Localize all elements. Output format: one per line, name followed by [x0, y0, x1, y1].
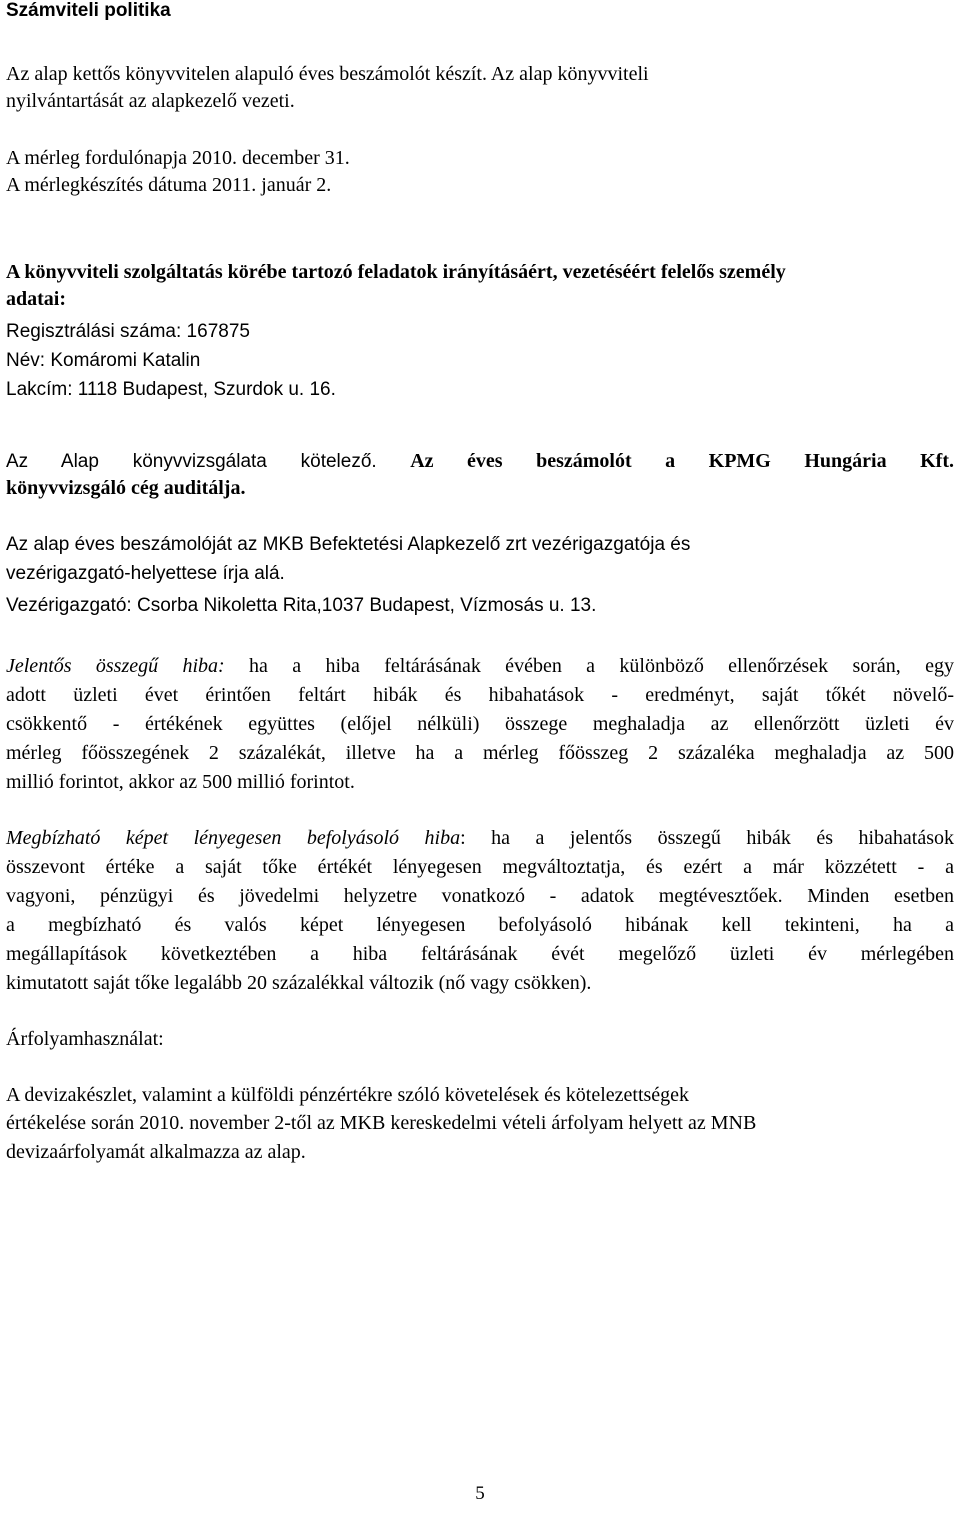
balance-date-line: A mérleg fordulónapja 2010. december 31.: [6, 147, 350, 169]
fx-line-1: A devizakészlet, valamint a külföldi pénzértékre szóló követelések és kötelezettségek: [6, 1084, 690, 1106]
signature-line-1: Az alap éves beszámolóját az MKB Befektetési Alapkezelő zrt vezérigazgatója és: [6, 534, 691, 555]
registration-number: Regisztrálási száma: 167875: [6, 321, 250, 342]
responsible-heading-2: adatai:: [6, 288, 66, 310]
material-error-term: Megbízható képet lényegesen befolyásoló hiba: [6, 827, 461, 849]
audit-line-2: könyvvizsgáló cég auditálja.: [6, 477, 246, 499]
material-error-line-1: [6, 825, 954, 851]
signature-line-2: vezérigazgató-helyettese írja alá.: [6, 563, 285, 584]
page-number: 5: [475, 1483, 485, 1504]
audit-line-1: [6, 448, 954, 475]
significant-error-line-5: millió forintot, akkor az 500 millió forintot.: [6, 771, 355, 793]
significant-error-line-4: mérleg főösszegének 2 százalékát, illetve ha a mérleg főösszeg 2 százaléka meghaladja az 500: [6, 742, 954, 764]
audit-mandatory-text: Az Alap könyvvizsgálata kötelező.: [6, 451, 377, 472]
ceo-line: Vezérigazgató: Csorba Nikoletta Rita,1037 Budapest, Vízmosás u. 13.: [6, 595, 597, 616]
auditor-text: Az éves beszámolót a KPMG Hungária Kft.: [410, 450, 954, 472]
responsible-name: Név: Komáromi Katalin: [6, 350, 201, 371]
responsible-address: Lakcím: 1118 Budapest, Szurdok u. 16.: [6, 379, 336, 400]
material-error-line-5: megállapítások következtében a hiba feltárásának évét megelőző üzleti év mérlegében: [6, 943, 954, 965]
material-error-text-1: : ha a jelentős összegű hibák és hibahatások: [460, 827, 955, 849]
significant-error-line-1: [6, 653, 954, 679]
intro-line-2: nyilvántartását az alapkezelő vezeti.: [6, 90, 295, 112]
section-title: Számviteli politika: [6, 0, 171, 21]
significant-error-text-1: ha a hiba feltárásának évében a különböző ellenőrzések során, egy: [224, 655, 954, 677]
material-error-line-3: vagyoni, pénzügyi és jövedelmi helyzetre vonatkozó - adatok megtévesztőek. Minden esetben: [6, 885, 954, 907]
preparation-date-line: A mérlegkészítés dátuma 2011. január 2.: [6, 174, 332, 196]
significant-error-line-3: csökkentő - értékének együttes (előjel nélküli) összege meghaladja az ellenőrzött üzleti év: [6, 713, 954, 735]
fx-heading: Árfolyamhasználat:: [6, 1028, 164, 1050]
significant-error-line-2: adott üzleti évet érintően feltárt hibák és hibahatások - eredményt, saját tőkét növelő-: [6, 684, 954, 706]
material-error-line-2: összevont értéke a saját tőke értékét lényegesen megváltoztatja, és ezért a már közzétett - a: [6, 856, 954, 878]
fx-line-2: értékelése során 2010. november 2-től az MKB kereskedelmi vételi árfolyam helyett az MNB: [6, 1112, 757, 1134]
responsible-heading-1: A könyvviteli szolgáltatás körébe tartozó feladatok irányításáért, vezetéséért felelős személy: [6, 261, 786, 283]
fx-line-3: devizaárfolyamát alkalmazza az alap.: [6, 1141, 306, 1163]
material-error-line-4: a megbízható és valós képet lényegesen befolyásoló hibának kell tekinteni, ha a: [6, 914, 954, 936]
significant-error-term: Jelentős összegű hiba:: [6, 655, 225, 677]
material-error-line-6: kimutatott saját tőke legalább 20 százalékkal változik (nő vagy csökken).: [6, 972, 592, 994]
intro-line-1: Az alap kettős könyvvitelen alapuló éves beszámolót készít. Az alap könyvviteli: [6, 63, 649, 85]
